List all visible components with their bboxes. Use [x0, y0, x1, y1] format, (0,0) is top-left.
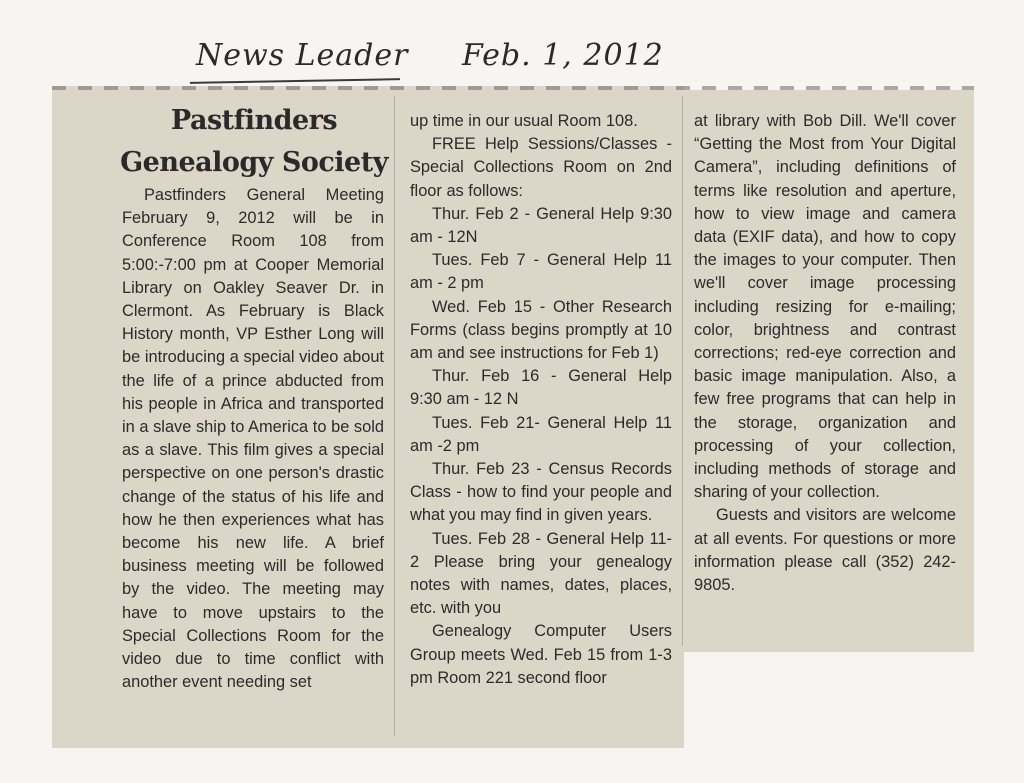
schedule-item: Thur. Feb 16 - General Help 9:30 am - 12 N	[410, 367, 672, 409]
paragraph: Genealogy Computer Users Group meets Wed. Feb 15 from 1-3 pm Room 221 second floor	[410, 622, 672, 687]
schedule-item: Tues. Feb 28 - General Help 11-2 Please bring your genealogy notes with names, dates, places, etc. with you	[410, 529, 672, 618]
article-column-1	[122, 184, 384, 694]
headline-line-2: Genealogy Society	[120, 147, 388, 178]
schedule-item: Thur. Feb 2 - General Help 9:30 am - 12N	[410, 204, 672, 247]
article-column-3	[694, 110, 956, 597]
handwritten-underline	[190, 78, 400, 84]
handwritten-date: Feb. 1, 2012	[462, 38, 664, 73]
torn-top-edge	[52, 86, 974, 90]
article-headline	[116, 100, 392, 184]
article-column-2	[410, 110, 672, 690]
schedule-item: Tues. Feb 21- General Help 11 am -2 pm	[410, 413, 672, 455]
column-rule	[394, 96, 395, 736]
paragraph: FREE Help Sessions/Classes - Special Collections Room on 2nd floor as follows:	[410, 135, 672, 200]
headline-line-1: Pastfinders	[170, 105, 338, 136]
schedule-item: Thur. Feb 23 - Census Records Class - how to find your people and what you may find in given years.	[410, 460, 672, 525]
paragraph: Pastfinders General Meeting February 9, 2012 will be in Conference Room 108 from 5:00:-7:00 pm at Cooper Memorial Library on Oakley Seaver Dr. in Clermont. As February is Black History month, VP Esther Long will be introducing a special video about the life of a prince abducted from his people in Africa and transported in a slave ship to America to be sold as a slave. This film gives a special perspective on one person's drastic change of the status of his life and how he then experiences what has become his new life. A brief business meeting will be followed by the video. The meeting may have to move upstairs to the Special Collections Room for the video due to time conflict with another event needing set	[122, 186, 384, 692]
handwritten-paper-name: News Leader	[196, 38, 409, 73]
schedule-item: Wed. Feb 15 - Other Research Forms (class begins promptly at 10 am and see instructions for Feb 1)	[410, 297, 672, 363]
schedule-item: Tues. Feb 7 - General Help 11 am - 2 pm	[410, 251, 672, 293]
paragraph-continued: at library with Bob Dill. We'll cover “Getting the Most from Your Digital Camera”, including definitions of terms like resolution and aperture, how to view image and camera data (EXIF data), and how to copy the images to your computer. Then we'll cover image processing including resizing for e-mailing; color, brightness and contrast corrections; red-eye correction and basic image manipulation. Also, a few free programs that can help in the storage, organization and processing of your collection, including methods of storage and sharing of your collection.	[694, 112, 956, 502]
paragraph: Guests and visitors are welcome at all events. For questions or more information please call (352) 242-9805.	[694, 506, 956, 595]
paragraph-continued: up time in our usual Room 108.	[410, 112, 638, 130]
column-rule	[682, 96, 683, 646]
